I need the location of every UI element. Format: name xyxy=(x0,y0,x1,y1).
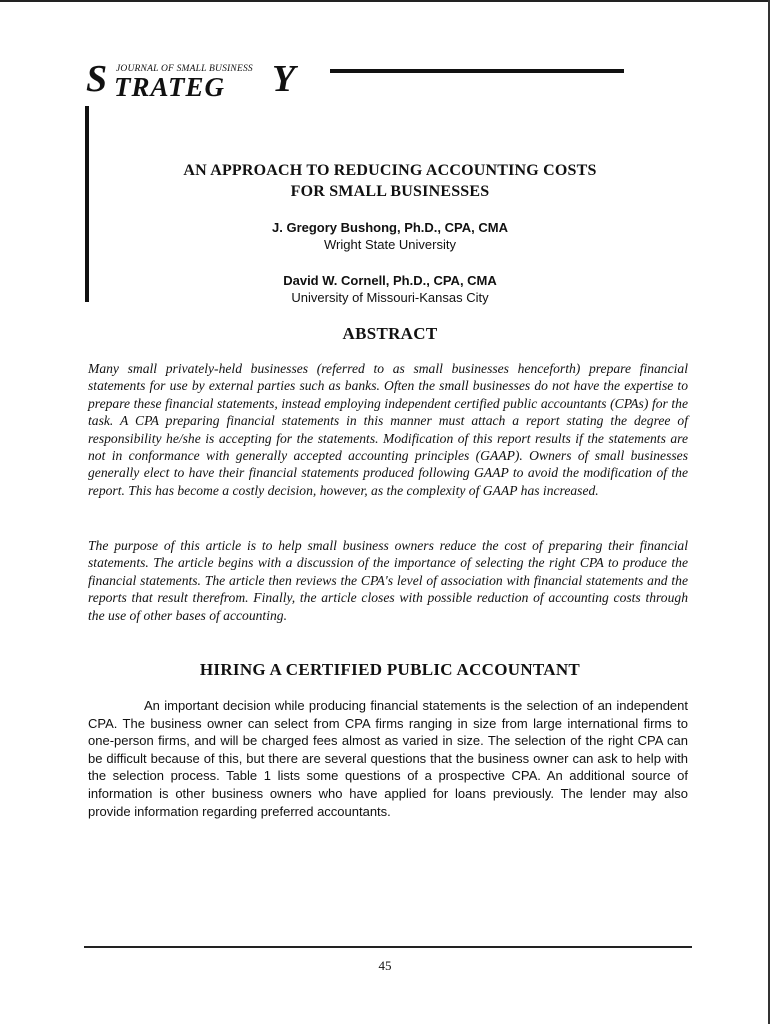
section-heading: HIRING A CERTIFIED PUBLIC ACCOUNTANT xyxy=(199,660,581,679)
article-title xyxy=(100,160,680,202)
scan-top-border xyxy=(0,0,770,2)
journal-masthead xyxy=(86,58,646,108)
masthead-vertical-bar xyxy=(85,106,89,302)
masthead-initial-s: S xyxy=(86,58,108,100)
abstract-paragraph-2: The purpose of this article is to help small business owners reduce the cost of preparing their financial statements. The article begins with a discussion of the importance of selecting the right CPA to produce the financial statements. The article then reviews the CPA's level of association with financial statements and the reports that result therefrom. Finally, the article closes with possible reduction of accounting costs through the use of other bases of accounting. xyxy=(88,538,688,623)
abstract-heading: ABSTRACT xyxy=(342,324,438,343)
footer-rule xyxy=(84,946,692,948)
author-name: David W. Cornell, Ph.D., CPA, CMA xyxy=(283,273,497,288)
author-affiliation: Wright State University xyxy=(324,237,456,252)
author-affiliation: University of Missouri-Kansas City xyxy=(291,290,489,305)
masthead-journal-line: JOURNAL OF SMALL BUSINESS xyxy=(116,64,253,74)
author-block-1 xyxy=(150,219,630,253)
abstract-paragraph-1: Many small privately-held businesses (referred to as small businesses henceforth) prepare financial statements for use by external parties such as banks. Often the small businesses do not have the expertise to prepare these financial statements, instead employing independent certified public accountants (CPAs) for the task. A CPA preparing financial statements in this manner must attach a report stating the degree of responsibility he/she is accepting for the statements. Modification of this report results if the statements are not in conformance with generally accepted accounting principles (GAAP). Owners of small businesses generally elect to have their financial statements produced following GAAP to avoid the modification of the report. This has become a costly decision, however, as the complexity of GAAP has increased. xyxy=(88,361,688,498)
author-name: J. Gregory Bushong, Ph.D., CPA, CMA xyxy=(272,220,508,235)
page-number: 45 xyxy=(378,958,392,973)
body-paragraph-1: An important decision while producing financial statements is the selection of an independent CPA. The business owner can select from CPA firms ranging in size from large international firms to one-person firms, and will be charged fees almost as varied in size. The selection of the right CPA can be difficult because of this, but there are several questions that the business owner can ask to help with the selection process. Table 1 lists some questions of a prospective CPA. An additional source of information is other business owners who have applied for loans previously. The lender may also provide information regarding preferred accountants. xyxy=(88,698,688,819)
masthead-strategy-middle: TRATEG xyxy=(114,72,226,102)
author-block-2 xyxy=(150,272,630,306)
masthead-final-y: Y xyxy=(272,58,296,100)
masthead-rule xyxy=(330,69,624,73)
article-title-line-1: AN APPROACH TO REDUCING ACCOUNTING COSTS xyxy=(183,162,597,179)
article-title-line-2: FOR SMALL BUSINESSES xyxy=(290,183,490,200)
